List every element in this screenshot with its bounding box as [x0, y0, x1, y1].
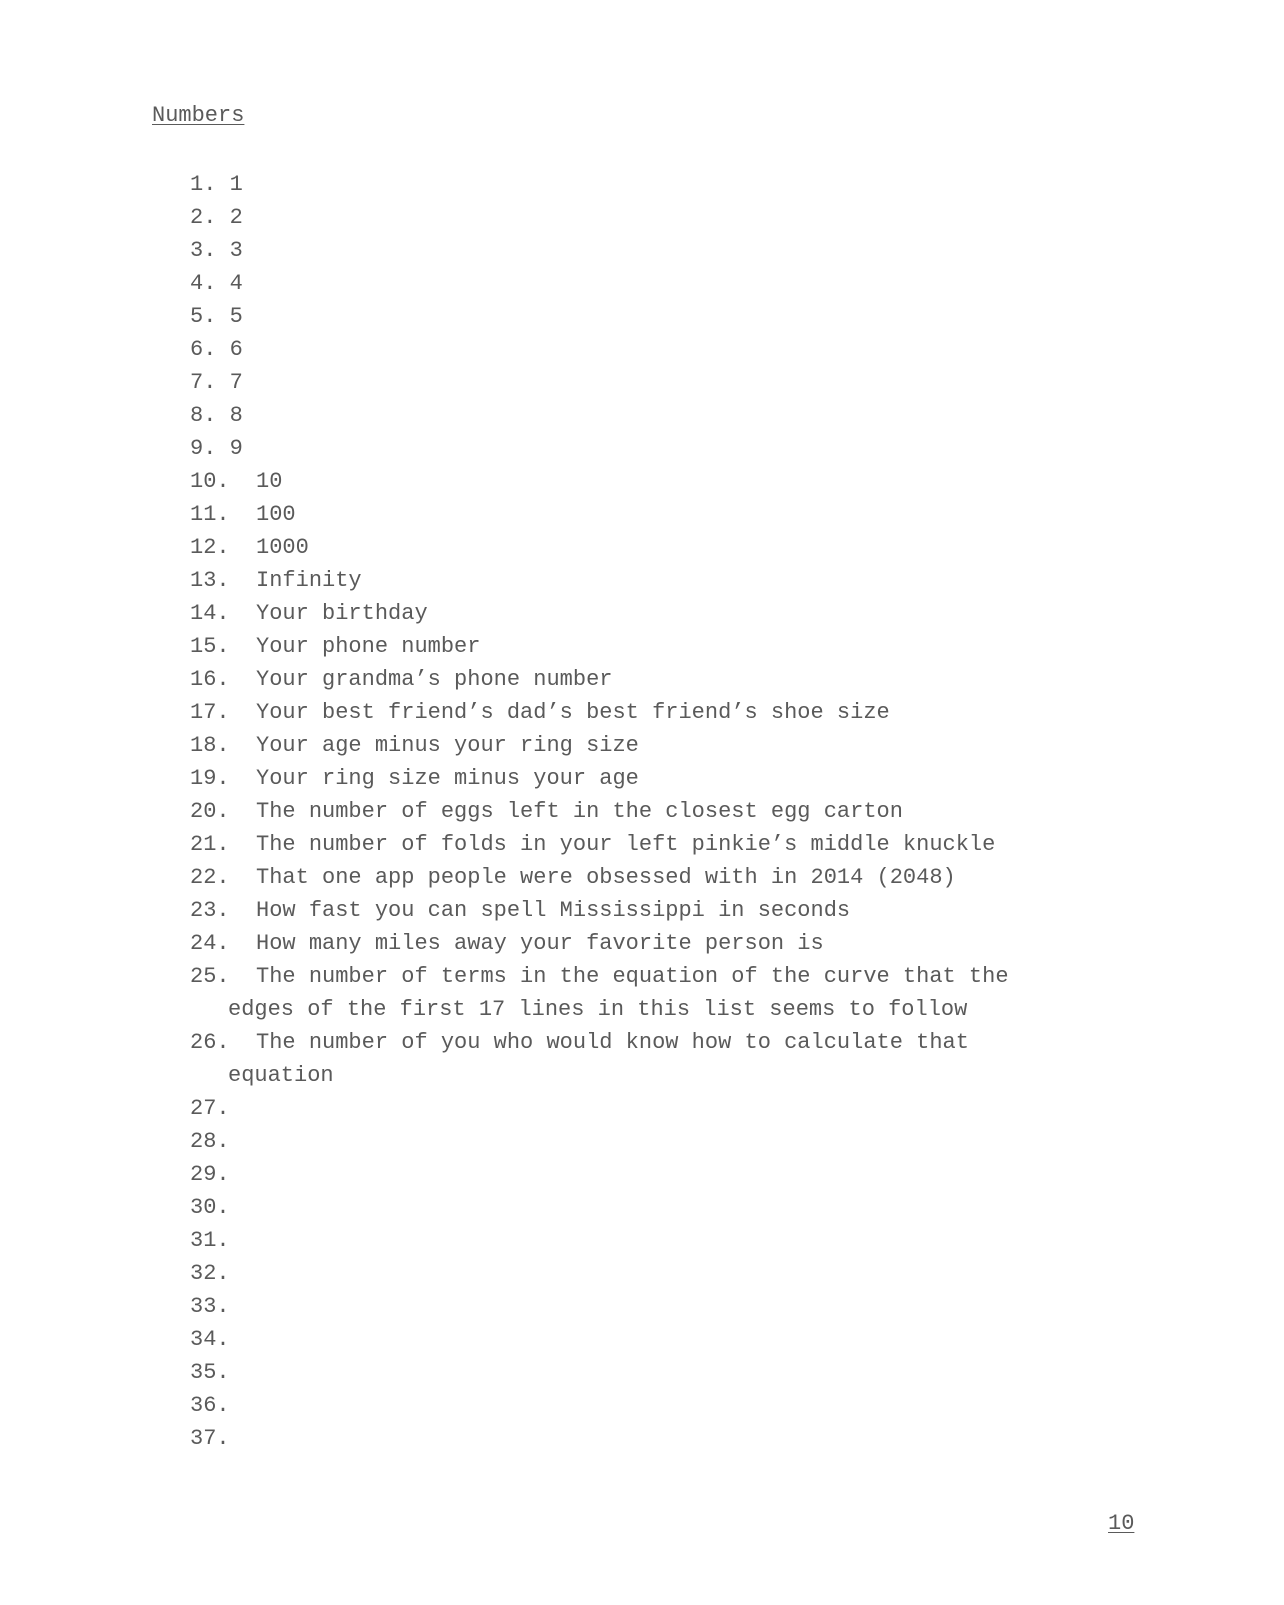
list-item [190, 168, 1150, 201]
list-item-number: 1. [190, 172, 217, 197]
list-item-number: 18. [190, 733, 230, 758]
list-item [190, 465, 1150, 498]
list-item [190, 300, 1150, 333]
list-item-number: 4. [190, 271, 217, 296]
list-item [190, 1290, 1150, 1323]
list-item [190, 1323, 1150, 1356]
list-item-text: 10 [256, 469, 283, 494]
list-item [190, 333, 1150, 366]
list-item-number: 30. [190, 1195, 230, 1220]
list-item-text: How fast you can spell Mississippi in seconds [256, 898, 851, 923]
list-item [190, 1026, 1150, 1092]
list-item-number: 36. [190, 1393, 230, 1418]
list-item [190, 1158, 1150, 1191]
list-item-text: 4 [229, 271, 243, 296]
list-item-text: 6 [229, 337, 243, 362]
list-item-text-continuation: equation [228, 1063, 334, 1088]
list-item [190, 1422, 1150, 1455]
page-heading: Numbers [152, 103, 245, 128]
list-item-text: 1000 [256, 535, 309, 560]
numbered-list [190, 168, 1150, 1455]
list-item-text: Your ring size minus your age [256, 766, 639, 791]
list-item-number: 16. [190, 667, 230, 692]
list-item-text: The number of eggs left in the closest egg carton [256, 799, 903, 824]
list-item [190, 762, 1150, 795]
list-item [190, 399, 1150, 432]
list-item-number: 17. [190, 700, 230, 725]
list-item-text: Infinity [256, 568, 362, 593]
list-item-number: 13. [190, 568, 230, 593]
list-item [190, 1125, 1150, 1158]
list-item-text: 5 [229, 304, 243, 329]
list-item [190, 1257, 1150, 1290]
list-item [190, 267, 1150, 300]
list-item-text: Your age minus your ring size [256, 733, 639, 758]
list-item-text: 1 [229, 172, 243, 197]
list-item-number: 12. [190, 535, 230, 560]
list-item-number: 28. [190, 1129, 230, 1154]
list-item-number: 8. [190, 403, 217, 428]
list-item-number: 23. [190, 898, 230, 923]
list-item [190, 366, 1150, 399]
list-item-number: 10. [190, 469, 230, 494]
list-item [190, 1224, 1150, 1257]
list-item [190, 696, 1150, 729]
list-item-text: 7 [229, 370, 243, 395]
list-item-text: 2 [229, 205, 243, 230]
list-item-number: 37. [190, 1426, 230, 1451]
list-item-text: How many miles away your favorite person is [256, 931, 824, 956]
list-item-number: 25. [190, 964, 230, 989]
list-item [190, 432, 1150, 465]
list-item-text: That one app people were obsessed with in 2014 (2048) [256, 865, 956, 890]
list-item-number: 27. [190, 1096, 230, 1121]
list-item-text-continuation: edges of the first 17 lines in this list seems to follow [228, 997, 968, 1022]
list-item [190, 828, 1150, 861]
list-item-number: 31. [190, 1228, 230, 1253]
page-number: 10 [1108, 1511, 1135, 1536]
list-item-number: 20. [190, 799, 230, 824]
list-item-number: 5. [190, 304, 217, 329]
list-item [190, 1092, 1150, 1125]
list-item [190, 861, 1150, 894]
list-item [190, 234, 1150, 267]
list-item-number: 7. [190, 370, 217, 395]
list-item-number: 21. [190, 832, 230, 857]
list-item-number: 19. [190, 766, 230, 791]
list-item [190, 663, 1150, 696]
list-item-number: 24. [190, 931, 230, 956]
list-item [190, 960, 1150, 1026]
list-item [190, 894, 1150, 927]
list-item-text: The number of folds in your left pinkie’s middle knuckle [256, 832, 996, 857]
list-item-text: Your best friend’s dad’s best friend’s shoe size [256, 700, 890, 725]
list-item-text: 9 [229, 436, 243, 461]
list-item-number: 26. [190, 1030, 230, 1055]
list-item-number: 2. [190, 205, 217, 230]
list-item-number: 22. [190, 865, 230, 890]
list-item [190, 1356, 1150, 1389]
list-item-number: 3. [190, 238, 217, 263]
list-item-text: 8 [229, 403, 243, 428]
list-item-number: 11. [190, 502, 230, 527]
list-item [190, 531, 1150, 564]
list-item [190, 564, 1150, 597]
list-item-text: Your grandma’s phone number [256, 667, 613, 692]
list-item-number: 6. [190, 337, 217, 362]
list-item-number: 32. [190, 1261, 230, 1286]
list-item-text: 3 [229, 238, 243, 263]
list-item [190, 1389, 1150, 1422]
list-item [190, 498, 1150, 531]
list-item [190, 1191, 1150, 1224]
list-item [190, 201, 1150, 234]
list-item-number: 14. [190, 601, 230, 626]
list-item-number: 9. [190, 436, 217, 461]
list-item [190, 927, 1150, 960]
list-item [190, 795, 1150, 828]
list-item-number: 33. [190, 1294, 230, 1319]
list-item-text: Your phone number [256, 634, 481, 659]
list-item-text: Your birthday [256, 601, 428, 626]
list-item [190, 597, 1150, 630]
list-item-number: 34. [190, 1327, 230, 1352]
list-item [190, 630, 1150, 663]
list-item-text: The number of you who would know how to calculate that [256, 1030, 969, 1055]
list-item [190, 729, 1150, 762]
list-item-text: 100 [256, 502, 296, 527]
list-item-number: 15. [190, 634, 230, 659]
list-item-number: 35. [190, 1360, 230, 1385]
list-item-number: 29. [190, 1162, 230, 1187]
list-item-text: The number of terms in the equation of the curve that the [256, 964, 1009, 989]
